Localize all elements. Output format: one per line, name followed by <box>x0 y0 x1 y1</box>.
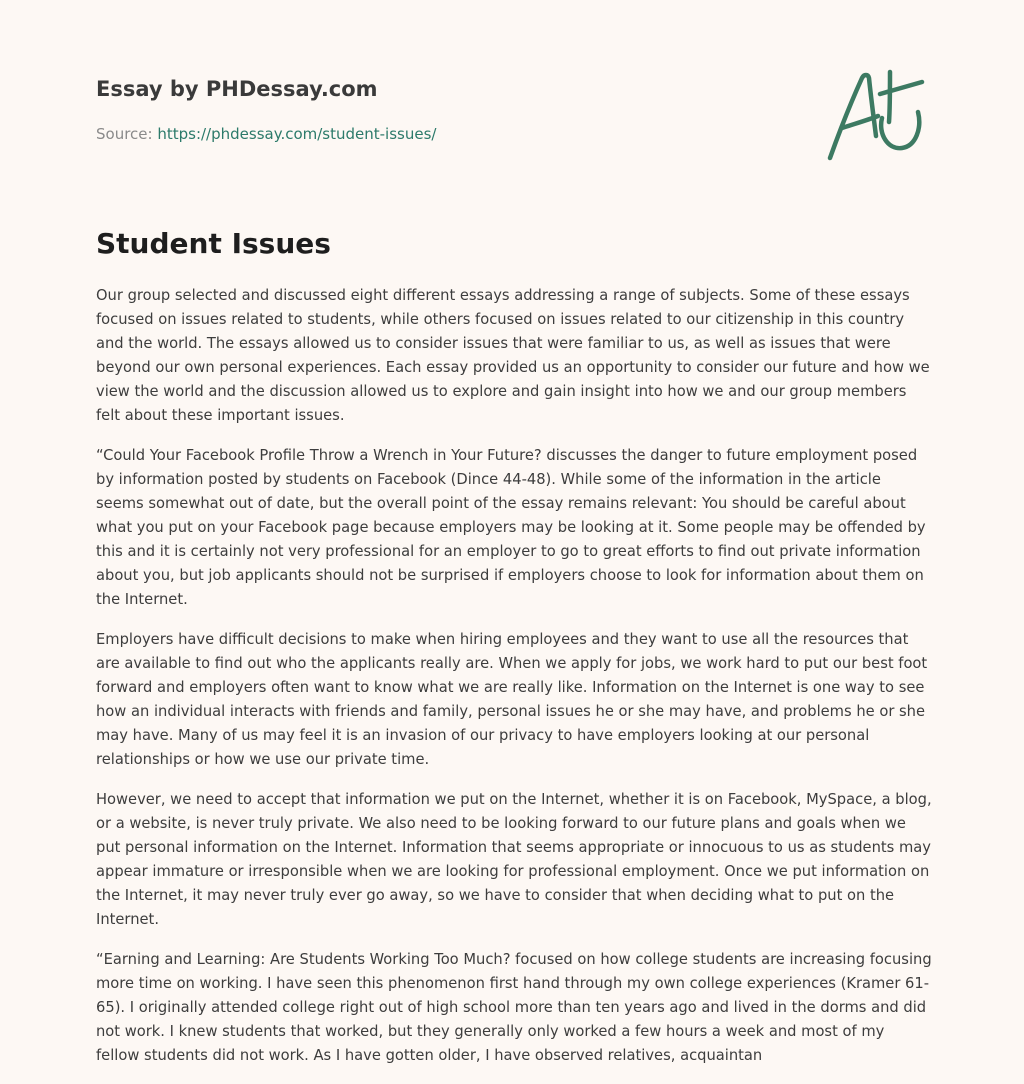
essay-paragraph: Our group selected and discussed eight different essays addressing a range of subjects. Some of these essays focused on issues related to students, while others focused on issues related to our citizenship in this country and the world. The essays allowed us to consider issues that were familiar to us, as well as issues that were beyond our own personal experiences. Each essay provided us an opportunity to consider our future and how we view the world and the discussion allowed us to explore and gain insight into how we and our group members felt about these important issues. <box>96 287 930 424</box>
essay-paragraph: Employers have difficult decisions to make when hiring employees and they want to use all the resources that are available to find out who the applicants really are. When we apply for jobs, we work hard to put our best foot forward and employers often want to know what we are really like. Information on the Internet is one way to see how an individual interacts with friends and family, personal issues he or she may have, and problems he or she may have. Many of us may feel it is an invasion of our privacy to have employers looking at our personal relationships or how we use our private time. <box>96 631 928 768</box>
essay-title: Student Issues <box>96 227 331 260</box>
page-header <box>96 74 928 174</box>
source-label: Source: <box>96 125 158 143</box>
source-link[interactable]: https://phdessay.com/student-issues/ <box>157 125 437 143</box>
a-plus-grade-icon <box>824 68 928 164</box>
site-title: Essay by PHDessay.com <box>96 77 378 101</box>
source-line <box>96 124 436 144</box>
essay-paragraph: However, we need to accept that information we put on the Internet, whether it is on Facebook, MySpace, a blog, or a website, is never truly private. We also need to be looking forward to our future plans and goals when we put personal information on the Internet. Information that seems appropriate or innocuous to us as students may appear immature or irresponsible when we are looking for professional employment. Once we put information on the Internet, it may never truly ever go away, so we have to consider that when deciding what to put on the Internet. <box>96 791 932 928</box>
essay-body <box>96 284 932 1084</box>
essay-paragraph: “Earning and Learning: Are Students Working Too Much? focused on how college students are increasing focusing more time on working. I have seen this phenomenon first hand through my own college experiences (Kramer 61-65). I originally attended college right out of high school more than ten years ago and lived in the dorms and did not work. I knew students that worked, but they generally only worked a few hours a week and most of my fellow students did not work. As I have gotten older, I have observed relatives, acquaintan <box>96 951 932 1064</box>
essay-paragraph: “Could Your Facebook Profile Throw a Wrench in Your Future? discusses the danger to future employment posed by information posted by students on Facebook (Dince 44-48). While some of the information in the article seems somewhat out of date, but the overall point of the essay remains relevant: You should be careful about what you put on your Facebook page because employers may be looking at it. Some people may be offended by this and it is certainly not very professional for an employer to go to great efforts to find out private information about you, but job applicants should not be surprised if employers choose to look for information about them on the Internet. <box>96 447 926 608</box>
